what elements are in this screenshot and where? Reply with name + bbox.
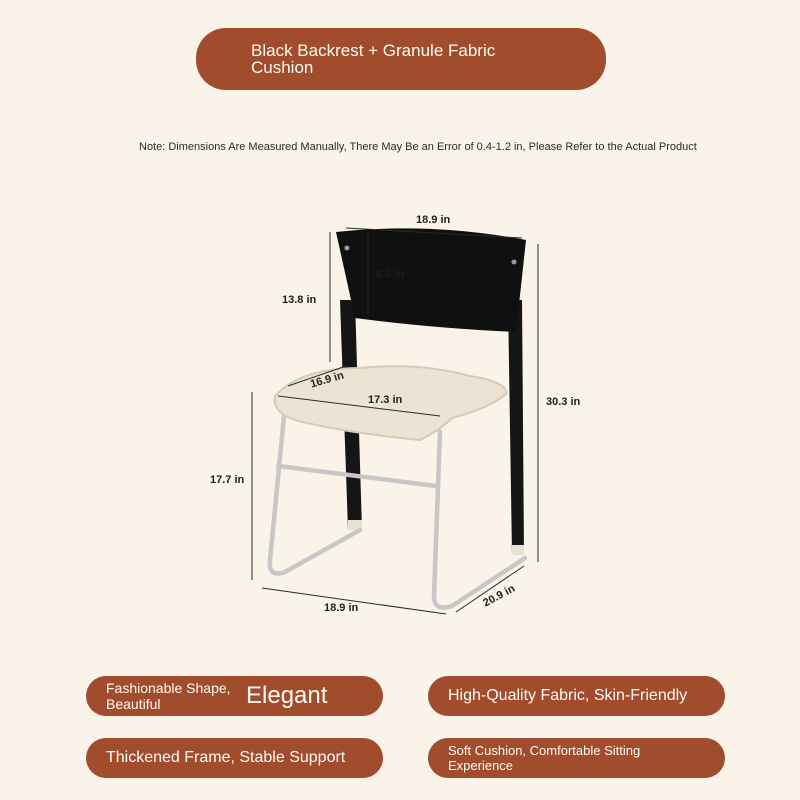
feature-elegant-sub: Fashionable Shape, Beautiful xyxy=(106,680,231,712)
feature-cushion xyxy=(428,738,725,778)
foot-cap-right xyxy=(512,545,524,555)
title-text: Black Backrest + Granule Fabric Cushion xyxy=(251,41,496,77)
feature-fabric xyxy=(428,676,725,716)
feature-cushion-text: Soft Cushion, Comfortable Sitting Experience xyxy=(448,743,641,773)
rear-leg-right xyxy=(508,300,524,555)
feature-fabric-text: High-Quality Fabric, Skin-Friendly xyxy=(448,687,688,704)
dim-back-width: 18.9 in xyxy=(416,214,451,226)
dim-base-depth: 20.9 in xyxy=(481,582,518,610)
feature-elegant xyxy=(86,676,383,716)
feature-elegant-main: Elegant xyxy=(246,682,328,709)
dim-total-height: 30.3 in xyxy=(546,396,581,408)
dim-seat-width: 17.3 in xyxy=(368,394,403,406)
dimension-note: Note: Dimensions Are Measured Manually, There May Be an Error of 0.4-1.2 in, Please Refer to the Actual Product xyxy=(139,141,697,153)
dim-seat-height: 17.7 in xyxy=(210,474,245,486)
feature-frame-text: Thickened Frame, Stable Support xyxy=(106,749,346,766)
dim-back-height-inner: 8.3 in xyxy=(376,268,405,280)
metal-frame xyxy=(270,416,525,608)
dim-seat-depth: 16.9 in xyxy=(309,369,346,391)
feature-frame xyxy=(86,738,383,778)
dim-back-height-outer: 13.8 in xyxy=(282,294,317,306)
backrest xyxy=(336,228,526,332)
dim-base-width: 18.9 in xyxy=(324,602,359,614)
